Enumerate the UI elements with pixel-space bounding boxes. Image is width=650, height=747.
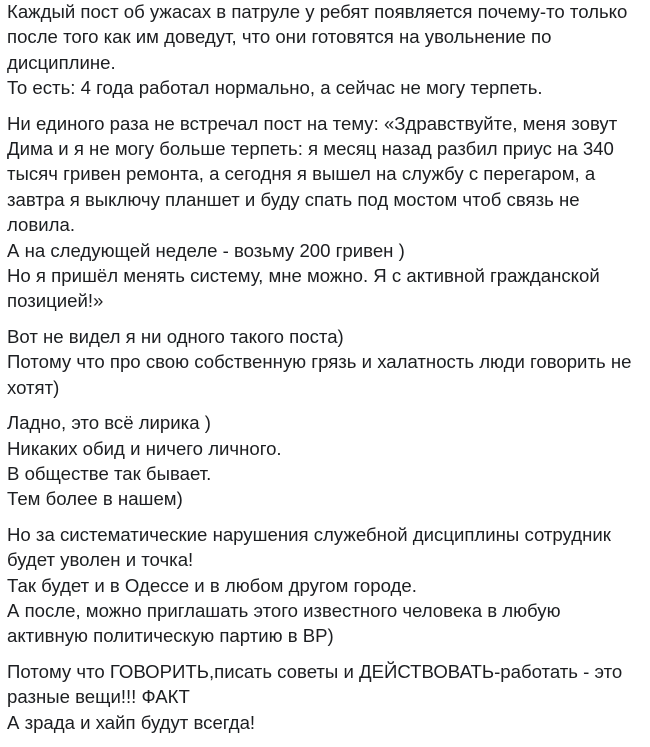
post-paragraph-4 [7,410,642,512]
post-text-line: Каждый пост об ужасах в патруле у ребят появляется почему-то только после того как им доведут, что они готовятся на увольнение по дисциплине. [7,1,633,73]
post-text-line: А после, можно приглашать этого известного человека в любую активную политическую партию в ВР) [7,599,566,647]
post-text-line: Ни единого раза не встречал пост на тему: «Здравствуйте, меня зовут Дима и я не могу больше терпеть: я месяц назад разбил приус на 340 тысяч гривен ремонта, а сегодня я вышел на службу с перегаром, а завтра я выключу планшет и буду спать под мостом чтоб связь не ловила. [7,112,623,236]
post-text-line: А на следующей неделе - возьму 200 гривен ) [7,239,405,261]
post-text-line: Ладно, это всё лирика ) [7,412,211,434]
post-paragraph-6 [7,659,642,735]
post-text-line: Тем более в нашем) [7,488,183,510]
post-text-line: То есть: 4 года работал нормально, а сейчас не могу терпеть. [7,77,543,99]
post-paragraph-5 [7,522,642,649]
post-text-line: Потому что про свою собственную грязь и халатность люди говорить не хотят) [7,351,637,398]
post-text-line: Вот не видел я ни одного такого поста) [7,325,344,347]
post-paragraph-3 [7,324,642,400]
post-text-line: А зрада и хайп будут всегда! [7,711,256,733]
post-text-line: Так будет и в Одессе и в любом другом городе. [7,574,417,596]
post-text-line: В обществе так бывает. [7,462,212,484]
post-text-line: Но за систематические нарушения служебной дисциплины сотрудник будет уволен и точка! [7,523,617,571]
post-text-line: Никаких обид и ничего личного. [7,437,282,459]
post-body [7,0,642,745]
post-text-line: Потому что ГОВОРИТЬ,писать советы и ДЕЙСТВОВАТЬ-работать - это разные вещи!!! ФАКТ [7,660,628,708]
post-paragraph-2 [7,111,642,314]
post-paragraph-1 [7,0,642,101]
post-text-line: Но я пришёл менять систему, мне можно. Я с активной гражданской позицией!» [7,265,605,312]
